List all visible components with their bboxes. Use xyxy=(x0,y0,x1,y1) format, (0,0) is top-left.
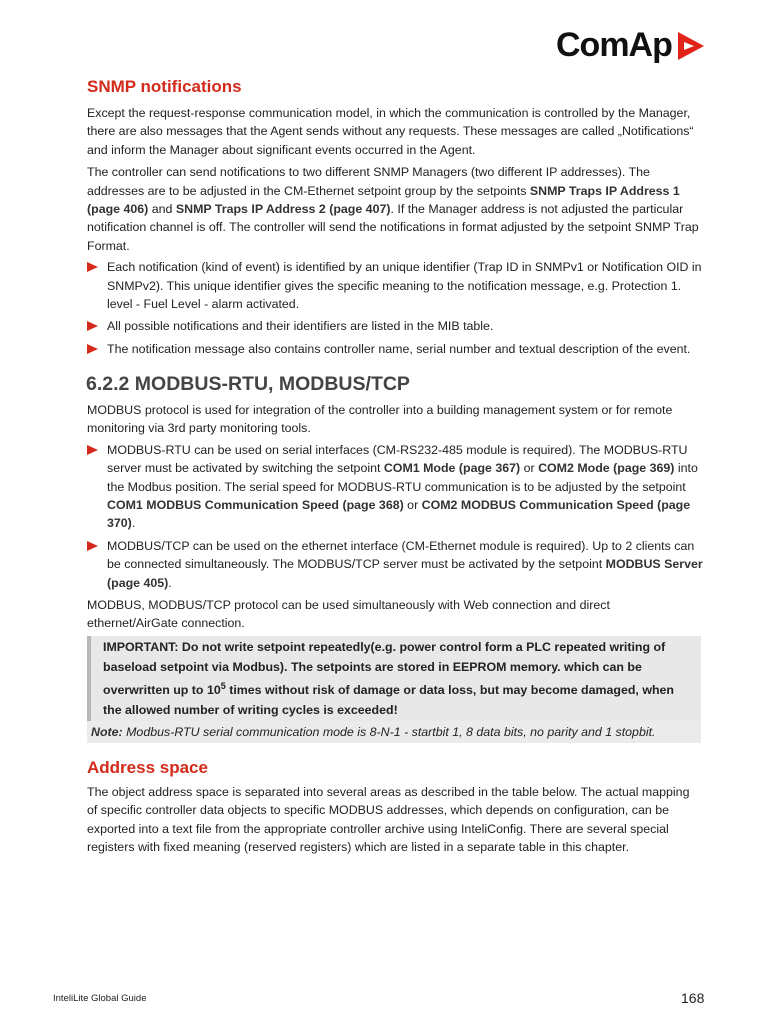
list-item: The notification message also contains controller name, serial number and textual description of the event. xyxy=(87,340,703,358)
bullet-arrow-icon xyxy=(87,344,98,354)
modbus-simultaneous-paragraph: MODBUS, MODBUS/TCP protocol can be used simultaneously with Web connection and direct ethernet/AirGate connection. xyxy=(87,598,610,631)
snmp-heading: SNMP notifications xyxy=(87,77,242,96)
page-number: 168 xyxy=(681,990,705,1006)
note-box: Note: Modbus-RTU serial communication mode is 8-N-1 - startbit 1, 8 data bits, no parity and 1 stopbit. xyxy=(87,721,701,743)
snmp-body xyxy=(87,104,703,358)
list-item: MODBUS-RTU can be used on serial interfaces (CM-RS232-485 module is required). The MODBUS-RTU server must be activated by switching the setpoint COM1 Mode (page 367) or COM2 Mode (page 369) into the Modbus position. The serial speed for MODBUS-RTU communication is to be adjusted by the setpoint COM1 MODBUS Communication Speed (page 368) or COM2 MODBUS Communication Speed (page 370). xyxy=(87,441,703,533)
logo-arrow-icon xyxy=(674,30,706,62)
modbus-section-title: 6.2.2 MODBUS-RTU, MODBUS/TCP xyxy=(86,373,410,395)
snmp-paragraph-2: The controller can send notifications to two different SNMP Managers (two different IP addresses). The addresses are to be adjusted in the CM-Ethernet setpoint group by the setpoints SNMP Traps IP Address 1 (page 406) and SNMP Traps IP Address 2 (page 407). If the Manager address is not adjusted the particular notification channel is off. The controller will send the notifications in format adjusted by the setpoint SNMP Trap Format. xyxy=(87,165,699,253)
important-callout: IMPORTANT: Do not write setpoint repeatedly(e.g. power control form a PLC repeated writing of baseload setpoint via Modbus). The setpoints are stored in EEPROM memory. which can be overwritten up to $10^5$ times without risk of damage or data loss, but may become damaged, when the allowed number of writing cycles is exceeded! xyxy=(87,636,701,725)
footer-guide-name: InteliLite Global Guide xyxy=(53,993,147,1004)
bullet-arrow-icon xyxy=(87,321,98,331)
logo-text: ComAp xyxy=(556,26,672,64)
list-item: Each notification (kind of event) is identified by an unique identifier (Trap ID in SNMPv1 or Notification OID in SNMPv2). This unique identifier gives the specific meaning to the notification message, e.g. Protection 1. level - Fuel Level - alarm activated. xyxy=(87,258,703,313)
bullet-arrow-icon xyxy=(87,262,98,272)
address-space-heading: Address space xyxy=(87,758,208,777)
modbus-body xyxy=(87,401,703,633)
address-space-paragraph: The object address space is separated into several areas as described in the table below. The actual mapping of specific controller data objects to specific MODBUS addresses, which depends on configuration, can be exported into a text file from the appropriate controller archive using InteliConfig. There are several special registers with fixed meaning (reserved registers) which are listed in a separate table in this chapter. xyxy=(87,785,690,855)
list-item: MODBUS/TCP can be used on the ethernet interface (CM-Ethernet module is required). Up to 2 clients can be connected simultaneously. The MODBUS/TCP server must be activated by the setpoint MODBUS Server (page 405). xyxy=(87,537,703,592)
bullet-arrow-icon xyxy=(87,541,98,551)
list-item: All possible notifications and their identifiers are listed in the MIB table. xyxy=(87,317,703,335)
address-space-body xyxy=(87,783,703,857)
snmp-paragraph-1: Except the request-response communication model, in which the communication is controlled by the Manager, there are also messages that the Agent sends without any requests. These messages are called „Notifications“ and inform the Manager about significant events occurred in the Agent. xyxy=(87,106,694,157)
bullet-arrow-icon xyxy=(87,445,98,455)
comap-logo xyxy=(556,26,706,65)
modbus-intro: MODBUS protocol is used for integration of the controller into a building management system or for remote monitoring via 3rd party monitoring tools. xyxy=(87,403,673,436)
